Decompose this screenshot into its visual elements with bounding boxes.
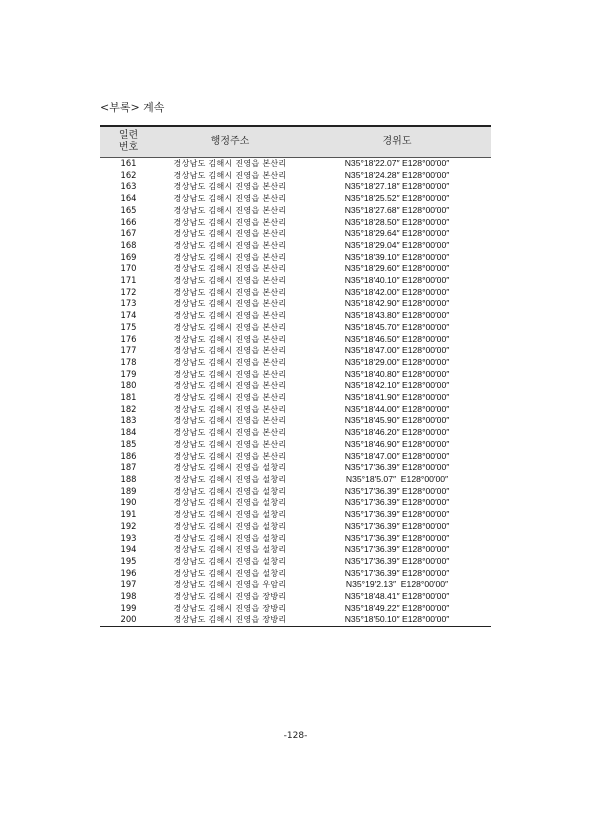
cell-address: 경상남도 김해시 진영읍 설창리 [173,463,287,473]
cell-coordinates: N35°18′46.50″ E128°00′00″ [344,333,450,344]
table-row [100,474,491,486]
table-row [100,228,491,240]
cell-coordinates: N35°18′43.80″ E128°00′00″ [344,310,450,321]
cell-address: 경상남도 김해시 진영읍 본산리 [173,252,287,262]
cell-address: 경상남도 김해시 진영읍 본산리 [173,346,287,356]
table-row [100,533,491,545]
cell-coordinates: N35°18′24.28″ E128°00′00″ [344,169,450,180]
cell-serial-number: 200 [100,614,157,626]
table-row [100,462,491,474]
table-row [100,217,491,229]
cell-serial-number: 188 [120,473,137,484]
cell-address: 경상남도 김해시 진영읍 본산리 [173,439,287,449]
cell-address: 경상남도 김해시 진영읍 본산리 [173,159,287,168]
table-row [100,427,491,439]
cell-coordinates: N35°18′39.10″ E128°00′00″ [344,251,450,262]
table-row [100,369,491,381]
table-header [100,126,491,158]
cell-address: 경상남도 김해시 진영읍 본산리 [173,217,287,227]
cell-address: 경상남도 김해시 진영읍 설창리 [173,545,287,555]
table-row [100,509,491,521]
cell-coordinates: N35°18′45.90″ E128°00′00″ [344,415,450,426]
cell-serial-number: 172 [120,286,137,297]
cell-serial-number: 165 [120,204,137,215]
table-row [100,415,491,427]
cell-serial-number: 195 [120,555,137,566]
cell-coordinates: N35°18′50.10″ E128°00′00″ [303,614,491,626]
cell-address: 경상남도 김해시 진영읍 본산리 [173,276,287,286]
cell-coordinates: N35°18′48.41″ E128°00′00″ [344,591,450,602]
table-row [100,310,491,322]
table-row [100,591,491,603]
cell-address: 경상남도 김해시 진영읍 본산리 [173,428,287,438]
table-row [100,579,491,591]
cell-address: 경상남도 김해시 진영읍 설창리 [173,533,287,543]
cell-address: 경상남도 김해시 진영읍 설창리 [173,521,287,531]
table-row [100,521,491,533]
cell-serial-number: 189 [120,485,137,496]
cell-address: 경상남도 김해시 진영읍 장방리 [173,592,287,602]
cell-address: 경상남도 김해시 진영읍 설창리 [173,474,287,484]
cell-coordinates: N35°18′22.07″ E128°00′00″ [344,158,450,168]
cell-coordinates: N35°18′29.00″ E128°00′00″ [344,356,450,367]
header-serial-number: 일련 번호 [100,126,157,158]
cell-serial-number: 191 [120,509,137,520]
cell-serial-number: 198 [120,591,137,602]
page-heading: <부록> 계속 [100,101,165,114]
cell-address: 경상남도 김해시 진영읍 본산리 [173,393,287,403]
table-row [100,334,491,346]
table-row [100,556,491,568]
page-number: -128- [283,731,308,741]
cell-address: 경상남도 김해시 진영읍 본산리 [173,170,287,180]
cell-serial-number: 167 [120,228,137,239]
cell-address: 경상남도 김해시 진영읍 설창리 [173,568,287,578]
cell-address: 경상남도 김해시 진영읍 본산리 [173,287,287,297]
cell-address: 경상남도 김해시 진영읍 본산리 [173,205,287,215]
table-row [100,240,491,252]
table-row [100,345,491,357]
cell-coordinates: N35°17′36.39″ E128°00′00″ [344,567,450,578]
table-row [100,568,491,580]
header-address: 행정주소 [157,126,303,158]
cell-coordinates: N35°17′36.39″ E128°00′00″ [344,509,450,520]
table-header-row [100,126,491,158]
cell-serial-number: 181 [120,392,137,403]
coordinates-table-container [100,125,491,627]
cell-coordinates: N35°17′36.39″ E128°00′00″ [344,485,450,496]
cell-coordinates: N35°18′41.90″ E128°00′00″ [344,392,450,403]
table-row [100,404,491,416]
cell-coordinates: N35°18′25.52″ E128°00′00″ [344,193,450,204]
cell-coordinates: N35°17′36.39″ E128°00′00″ [344,462,450,473]
cell-serial-number: 182 [120,403,137,414]
table-row [100,322,491,334]
cell-serial-number: 161 [120,158,137,168]
cell-serial-number: 173 [120,298,137,309]
cell-coordinates: N35°18′5.07″ E128°00′00″ [345,473,449,484]
cell-serial-number: 196 [120,567,137,578]
cell-address: 경상남도 김해시 진영읍 우암리 [173,580,287,590]
cell-serial-number: 178 [120,356,137,367]
table-body [100,158,491,627]
cell-coordinates: N35°18′42.00″ E128°00′00″ [344,286,450,297]
table-row [100,614,491,626]
table-row [100,357,491,369]
cell-coordinates: N35°18′27.18″ E128°00′00″ [344,181,450,192]
table-row [100,439,491,451]
cell-serial-number: 166 [120,216,137,227]
cell-address: 경상남도 김해시 진영읍 본산리 [173,381,287,391]
cell-address: 경상남도 김해시 진영읍 설창리 [173,498,287,508]
cell-serial-number: 192 [120,520,137,531]
cell-address: 경상남도 김해시 진영읍 본산리 [173,416,287,426]
cell-address: 경상남도 김해시 진영읍 장방리 [173,603,287,613]
cell-coordinates: N35°17′36.39″ E128°00′00″ [344,497,450,508]
cell-serial-number: 169 [120,251,137,262]
cell-address: 경상남도 김해시 진영읍 본산리 [173,451,287,461]
cell-coordinates: N35°18′46.90″ E128°00′00″ [344,438,450,449]
cell-address: 경상남도 김해시 진영읍 본산리 [173,369,287,379]
cell-coordinates: N35°18′42.90″ E128°00′00″ [344,298,450,309]
cell-address: 경상남도 김해시 진영읍 본산리 [173,229,287,239]
cell-address: 경상남도 김해시 진영읍 본산리 [173,240,287,250]
cell-serial-number: 179 [120,368,137,379]
cell-coordinates: N35°19′2.13″ E128°00′00″ [345,579,449,590]
table-row [100,287,491,299]
cell-coordinates: N35°18′44.00″ E128°00′00″ [344,403,450,414]
cell-address: 경상남도 김해시 진영읍 설창리 [173,486,287,496]
table-row [100,170,491,182]
cell-serial-number: 177 [120,345,137,356]
coordinates-table [100,125,491,627]
cell-serial-number: 197 [120,579,137,590]
cell-serial-number: 193 [120,532,137,543]
cell-coordinates: N35°18′29.64″ E128°00′00″ [344,228,450,239]
cell-coordinates: N35°18′40.10″ E128°00′00″ [344,275,450,286]
cell-address: 경상남도 김해시 진영읍 본산리 [173,322,287,332]
cell-serial-number: 170 [120,263,137,274]
cell-coordinates: N35°18′28.50″ E128°00′00″ [344,216,450,227]
cell-serial-number: 187 [120,462,137,473]
cell-serial-number: 168 [120,239,137,250]
cell-address: 경상남도 김해시 진영읍 본산리 [173,311,287,321]
cell-coordinates: N35°18′40.80″ E128°00′00″ [344,368,450,379]
cell-serial-number: 184 [120,427,137,438]
cell-address: 경상남도 김해시 진영읍 설창리 [173,510,287,520]
cell-address: 경상남도 김해시 진영읍 설창리 [173,556,287,566]
cell-serial-number: 194 [120,544,137,555]
table-row [100,205,491,217]
cell-serial-number: 174 [120,310,137,321]
cell-coordinates: N35°17′36.39″ E128°00′00″ [344,520,450,531]
cell-serial-number: 185 [120,438,137,449]
table-row [100,181,491,193]
cell-coordinates: N35°17′36.39″ E128°00′00″ [344,555,450,566]
cell-coordinates: N35°18′27.68″ E128°00′00″ [344,204,450,215]
table-row [100,451,491,463]
table-row [100,392,491,404]
cell-coordinates: N35°17′36.39″ E128°00′00″ [344,532,450,543]
cell-address: 경상남도 김해시 진영읍 본산리 [173,357,287,367]
header-coordinates: 경위도 [303,126,491,158]
cell-address: 경상남도 김해시 진영읍 본산리 [173,264,287,274]
cell-serial-number: 171 [120,275,137,286]
cell-coordinates: N35°17′36.39″ E128°00′00″ [344,544,450,555]
table-row [100,252,491,264]
cell-serial-number: 163 [120,181,137,192]
table-row [100,193,491,205]
cell-coordinates: N35°18′49.22″ E128°00′00″ [344,602,450,613]
table-row [100,158,491,170]
cell-serial-number: 199 [120,602,137,613]
table-row [100,275,491,287]
table-row [100,497,491,509]
cell-coordinates: N35°18′29.04″ E128°00′00″ [344,239,450,250]
cell-coordinates: N35°18′47.00″ E128°00′00″ [344,450,450,461]
cell-address: 경상남도 김해시 진영읍 본산리 [173,194,287,204]
table-row [100,486,491,498]
cell-coordinates: N35°18′42.10″ E128°00′00″ [344,380,450,391]
cell-address: 경상남도 김해시 진영읍 장방리 [157,614,303,626]
cell-coordinates: N35°18′29.60″ E128°00′00″ [344,263,450,274]
cell-address: 경상남도 김해시 진영읍 본산리 [173,334,287,344]
cell-address: 경상남도 김해시 진영읍 본산리 [173,182,287,192]
table-row [100,603,491,615]
cell-serial-number: 190 [120,497,137,508]
cell-coordinates: N35°18′46.20″ E128°00′00″ [344,427,450,438]
cell-serial-number: 176 [120,333,137,344]
cell-serial-number: 164 [120,193,137,204]
table-row [100,298,491,310]
table-row [100,263,491,275]
cell-serial-number: 175 [120,321,137,332]
cell-coordinates: N35°18′47.00″ E128°00′00″ [344,345,450,356]
cell-address: 경상남도 김해시 진영읍 본산리 [173,299,287,309]
cell-serial-number: 162 [120,169,137,180]
table-row [100,544,491,556]
cell-serial-number: 186 [120,450,137,461]
cell-serial-number: 180 [120,380,137,391]
cell-coordinates: N35°18′45.70″ E128°00′00″ [344,321,450,332]
cell-address: 경상남도 김해시 진영읍 본산리 [173,404,287,414]
table-row [100,380,491,392]
cell-serial-number: 183 [120,415,137,426]
